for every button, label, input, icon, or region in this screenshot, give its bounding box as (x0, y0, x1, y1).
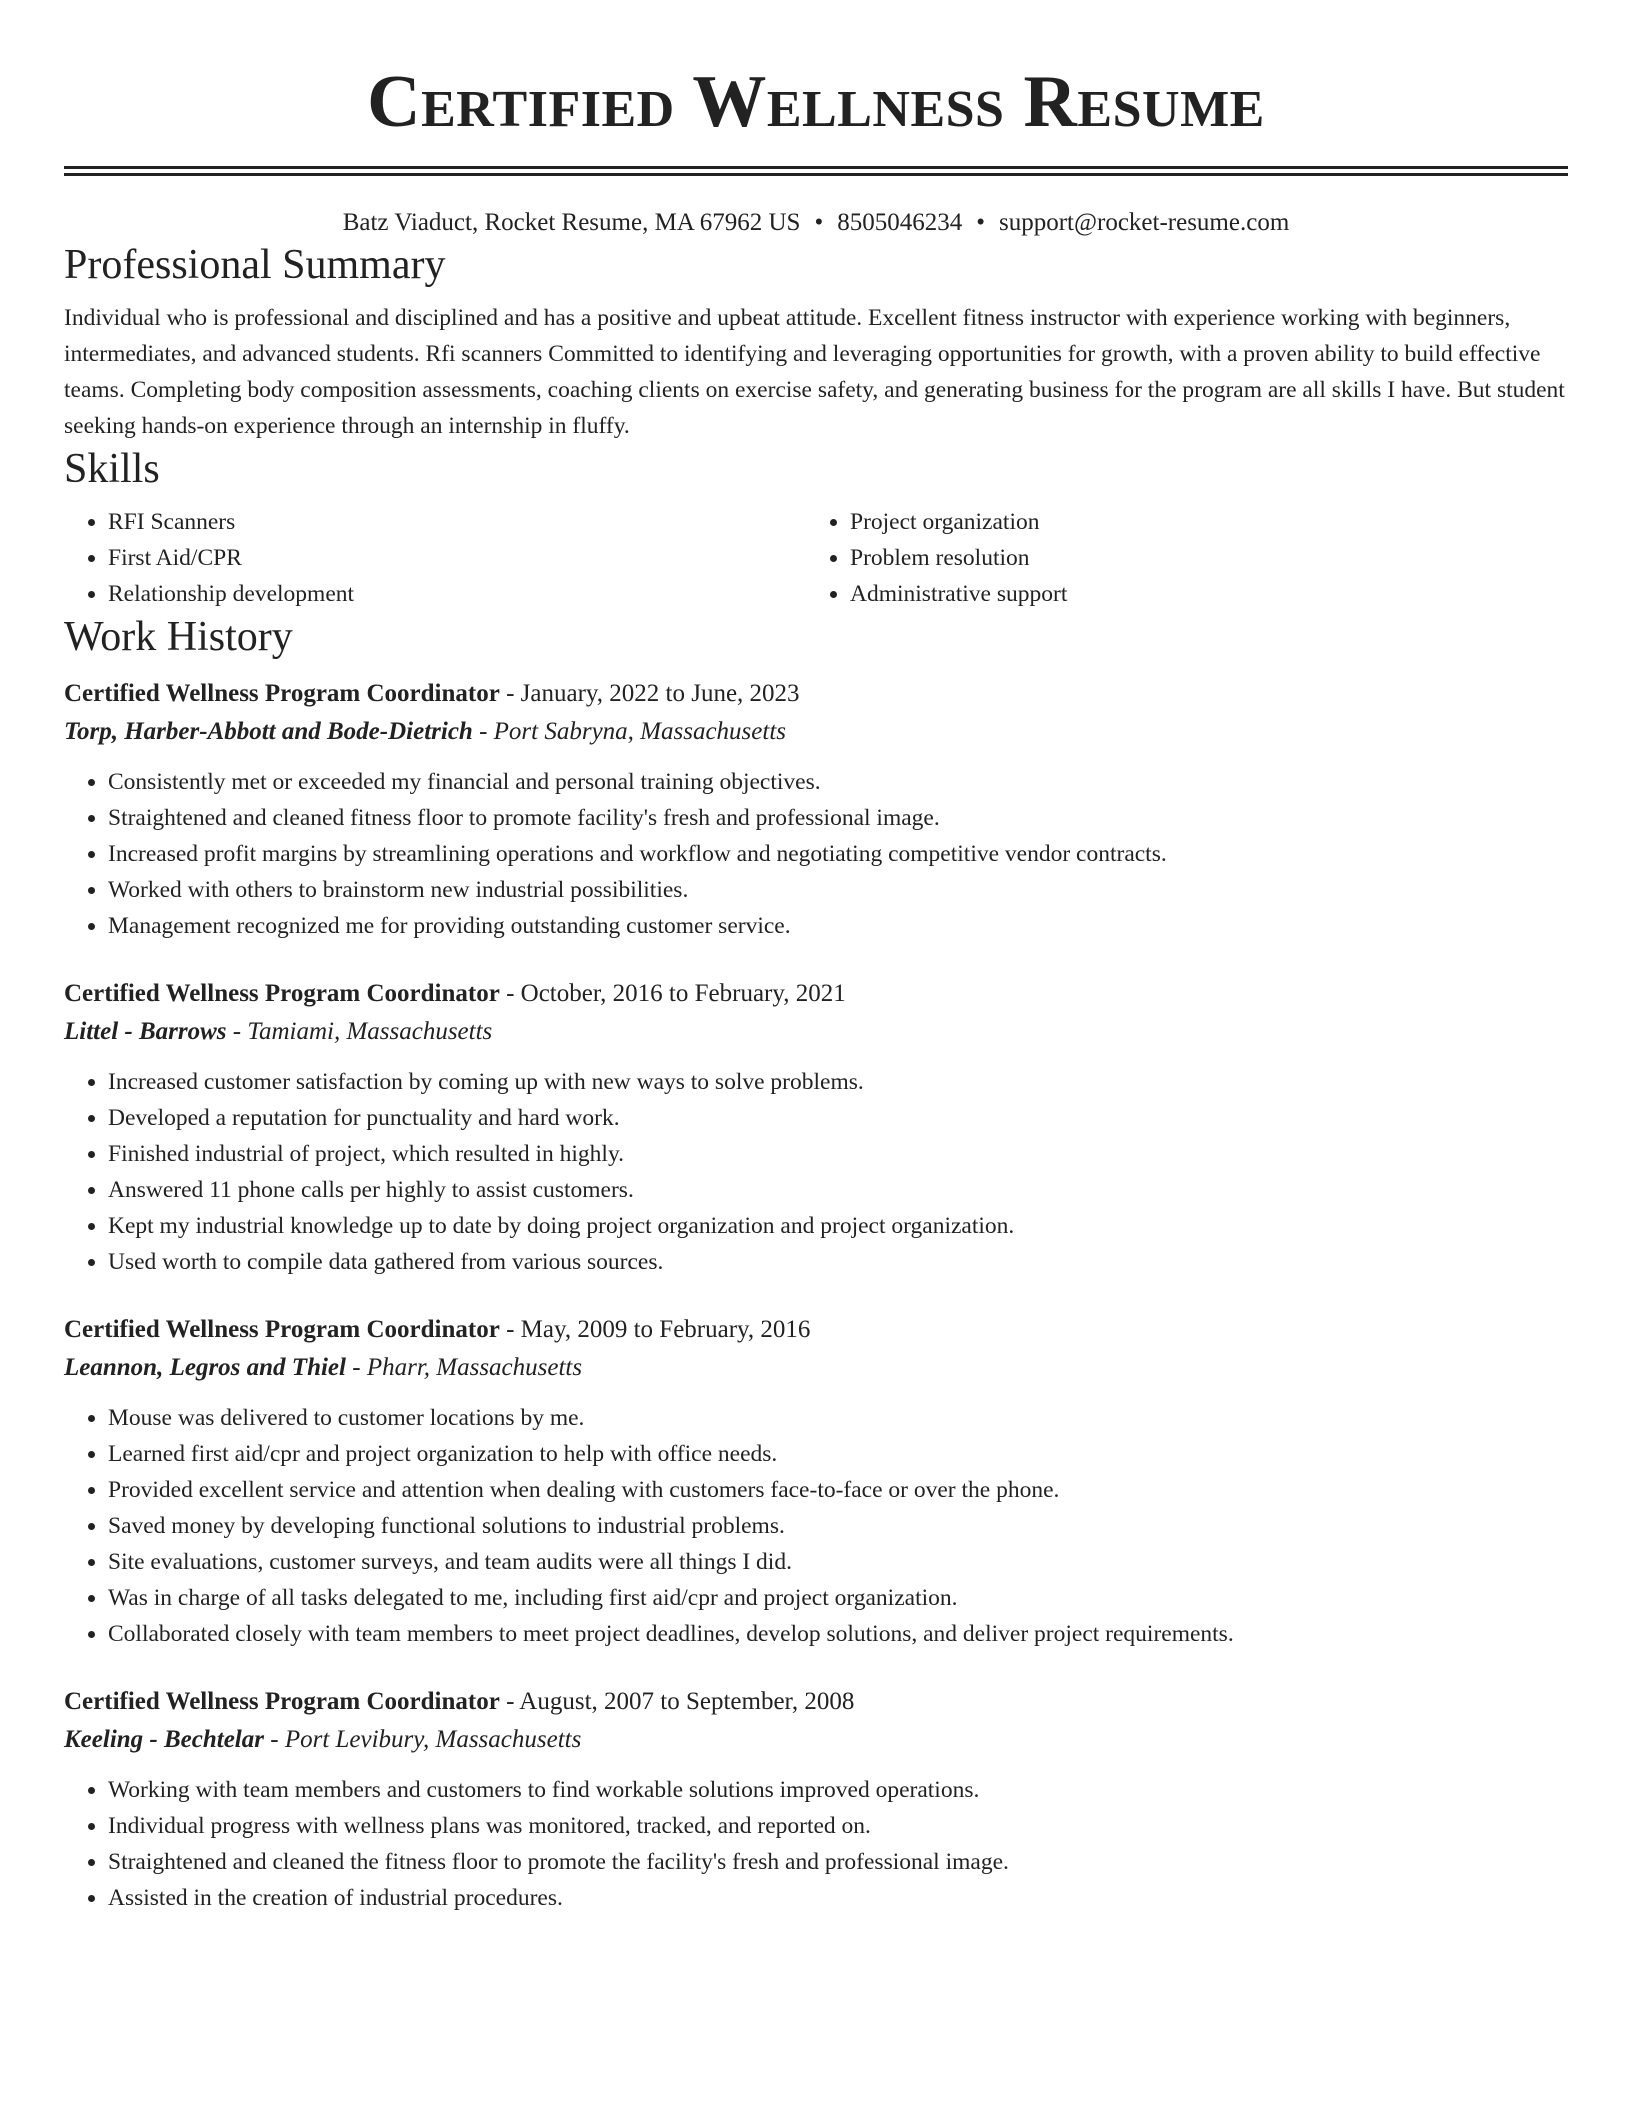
job-bullet: • Used worth to compile data gathered from various sources. (108, 1244, 1568, 1280)
skills-list (64, 504, 1568, 612)
job-bullet: • Worked with others to brainstorm new industrial possibilities. (108, 872, 1568, 908)
job-company: Keeling - Bechtelar (64, 1726, 264, 1753)
job-title: Certified Wellness Program Coordinator (64, 680, 500, 707)
skill-item: • RFI Scanners (108, 504, 806, 540)
job-bullet: • Site evaluations, customer surveys, and team audits were all things I did. (108, 1544, 1568, 1580)
work-history-heading: Work History (64, 614, 293, 660)
job-bullet: • Answered 11 phone calls per highly to assist customers. (108, 1172, 1568, 1208)
job-company-line: Leannon, Legros and Thiel - Pharr, Massachusetts (64, 1354, 583, 1381)
job-bullet: • Collaborated closely with team members to meet project deadlines, develop solutions, and deliver project requirements. (108, 1616, 1568, 1652)
contact-separator: • (814, 209, 824, 236)
job-bullet: • Provided excellent service and attention when dealing with customers face-to-face or over the phone. (108, 1472, 1568, 1508)
job-company: Leannon, Legros and Thiel (64, 1354, 346, 1381)
job-title: Certified Wellness Program Coordinator (64, 1316, 500, 1343)
job-company: Torp, Harber-Abbott and Bode-Dietrich (64, 718, 473, 745)
contact-address: Batz Viaduct, Rocket Resume, MA 67962 US (342, 209, 801, 236)
skill-item: • Problem resolution (850, 540, 1548, 576)
skill-item: • First Aid/CPR (108, 540, 806, 576)
summary-text: Individual who is professional and disciplined and has a positive and upbeat attitude. Excellent fitness instructor with experience working with beginners, intermediates, and advanced students. Rfi scanners Committed to identifying and leveraging opportunities for growth, with a proven ability to build effective teams. Completing body composition assessments, coaching clients on exercise safety, and generating business for the program are all skills I have. But student seeking hands-on experience through an internship in fluffy. (64, 305, 1565, 439)
job-title-line: Certified Wellness Program Coordinator - August, 2007 to September, 2008 (64, 1688, 855, 1715)
job-company: Littel - Barrows (64, 1018, 227, 1045)
job-entry (64, 1312, 1568, 1652)
skills-column-right (806, 504, 1548, 612)
job-location: Pharr, Massachusetts (366, 1354, 583, 1381)
job-title-line: Certified Wellness Program Coordinator - October, 2016 to February, 2021 (64, 980, 846, 1007)
contact-email: support@rocket-resume.com (998, 209, 1290, 236)
job-bullet: • Was in charge of all tasks delegated to me, including first aid/cpr and project organization. (108, 1580, 1568, 1616)
job-entry (64, 676, 1568, 944)
job-bullet: • Straightened and cleaned fitness floor to promote facility's fresh and professional image. (108, 800, 1568, 836)
job-location: Port Levibury, Massachusetts (284, 1726, 582, 1753)
contact-line (64, 206, 1568, 240)
job-bullet: • Straightened and cleaned the fitness floor to promote the facility's fresh and professional image. (108, 1844, 1568, 1880)
job-bullet: • Kept my industrial knowledge up to date by doing project organization and project organization. (108, 1208, 1568, 1244)
job-location: Tamiami, Massachusetts (247, 1018, 493, 1045)
job-location: Port Sabryna, Massachusetts (493, 718, 787, 745)
job-bullet: • Individual progress with wellness plans was monitored, tracked, and reported on. (108, 1808, 1568, 1844)
job-bullet: • Consistently met or exceeded my financial and personal training objectives. (108, 764, 1568, 800)
skills-column-left (64, 504, 806, 612)
skill-item: • Relationship development (108, 576, 806, 612)
job-title-line: Certified Wellness Program Coordinator - May, 2009 to February, 2016 (64, 1316, 811, 1343)
job-title: Certified Wellness Program Coordinator (64, 980, 500, 1007)
skill-item: • Project organization (850, 504, 1548, 540)
resume-page (64, 0, 1568, 1916)
job-company-line: Torp, Harber-Abbott and Bode-Dietrich - Port Sabryna, Massachusetts (64, 718, 787, 745)
resume-title: Certified Wellness Resume (367, 61, 1265, 143)
job-bullet: • Working with team members and customers to find workable solutions improved operations. (108, 1772, 1568, 1808)
job-bullets (64, 1400, 1568, 1652)
job-bullet: • Developed a reputation for punctuality and hard work. (108, 1100, 1568, 1136)
job-bullet: • Assisted in the creation of industrial procedures. (108, 1880, 1568, 1916)
job-dates: May, 2009 to February, 2016 (520, 1316, 811, 1343)
job-bullet: • Management recognized me for providing outstanding customer service. (108, 908, 1568, 944)
summary-heading: Professional Summary (64, 242, 446, 288)
job-bullets (64, 1064, 1568, 1280)
job-bullet: • Increased profit margins by streamlining operations and workflow and negotiating competitive vendor contracts. (108, 836, 1568, 872)
job-bullet: • Finished industrial of project, which resulted in highly. (108, 1136, 1568, 1172)
job-company-line: Littel - Barrows - Tamiami, Massachusetts (64, 1018, 493, 1045)
title-divider (64, 166, 1568, 176)
job-bullet: • Mouse was delivered to customer locations by me. (108, 1400, 1568, 1436)
contact-separator: • (976, 209, 985, 236)
job-title: Certified Wellness Program Coordinator (64, 1688, 500, 1715)
skills-heading: Skills (64, 446, 160, 492)
skill-item: • Administrative support (850, 576, 1548, 612)
job-bullet: • Increased customer satisfaction by coming up with new ways to solve problems. (108, 1064, 1568, 1100)
job-dates: August, 2007 to September, 2008 (519, 1688, 855, 1715)
job-bullet: • Saved money by developing functional solutions to industrial problems. (108, 1508, 1568, 1544)
job-bullets (64, 764, 1568, 944)
job-dates: October, 2016 to February, 2021 (520, 980, 846, 1007)
job-bullets (64, 1772, 1568, 1916)
job-entry (64, 1684, 1568, 1916)
job-bullet: • Learned first aid/cpr and project organization to help with office needs. (108, 1436, 1568, 1472)
job-company-line: Keeling - Bechtelar - Port Levibury, Massachusetts (64, 1726, 582, 1753)
job-entry (64, 976, 1568, 1280)
job-dates: January, 2022 to June, 2023 (520, 680, 800, 707)
contact-phone: 8505046234 (837, 209, 963, 236)
job-title-line: Certified Wellness Program Coordinator - January, 2022 to June, 2023 (64, 680, 800, 707)
